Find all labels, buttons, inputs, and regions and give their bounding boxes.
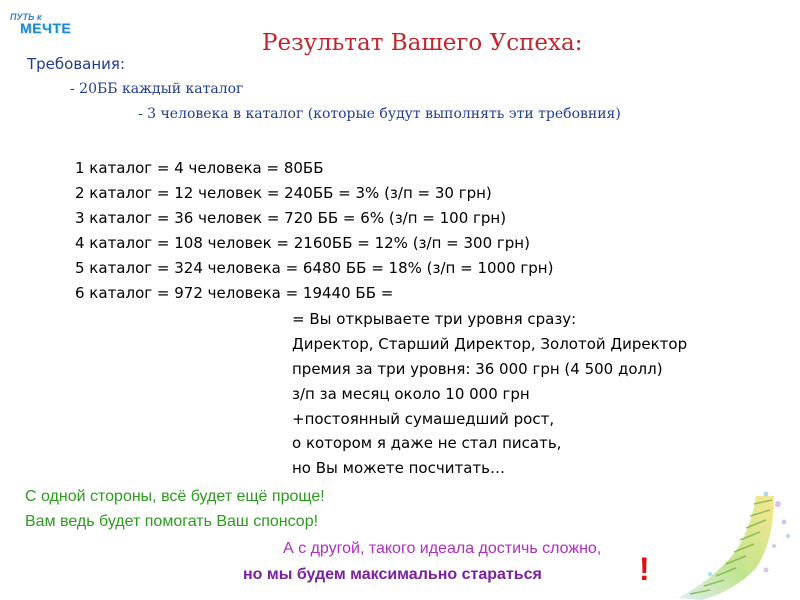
logo-line-1: ПУТЬ к: [10, 12, 42, 22]
result-line-5: +постоянный сумашедший рост,: [292, 410, 555, 428]
footer-purple-line-2: но мы будем максимально стараться: [243, 566, 542, 583]
requirement-item-1: - 20ББ каждый каталог: [70, 81, 244, 97]
result-line-2: Директор, Старший Директор, Золотой Директор: [292, 335, 688, 353]
result-line-1: = Вы открываете три уровня сразу:: [292, 310, 577, 328]
logo-line-2: МЕЧТЕ: [20, 20, 72, 36]
result-line-7: но Вы можете посчитать…: [292, 459, 505, 477]
calc-line-5: 5 каталог = 324 человека = 6480 ББ = 18% (з/п = 1000 грн): [75, 259, 554, 277]
calc-line-2: 2 каталог = 12 человек = 240ББ = 3% (з/п = 30 грн): [75, 184, 492, 202]
page-title: Результат Вашего Успеха:: [262, 30, 583, 56]
requirement-item-2: - 3 человека в каталог (которые будут выполнять эти требовния): [138, 106, 621, 122]
result-line-6: о котором я даже не стал писать,: [292, 434, 562, 452]
result-line-3: премия за три уровня: 36 000 грн (4 500 долл): [292, 360, 663, 378]
footer-green-line-2: Вам ведь будет помогать Ваш спонсор!: [25, 513, 319, 530]
footer-purple-line-1: А с другой, такого идеала достичь сложно,: [283, 540, 602, 557]
calc-line-6: 6 каталог = 972 человека = 19440 ББ =: [75, 284, 394, 302]
staircase-decoration-icon: [670, 486, 800, 600]
logo: [6, 6, 86, 46]
calc-line-1: 1 каталог = 4 человека = 80ББ: [75, 159, 324, 177]
calc-line-4: 4 каталог = 108 человек = 2160ББ = 12% (з/п = 300 грн): [75, 234, 530, 252]
calc-line-3: 3 каталог = 36 человек = 720 ББ = 6% (з/п = 100 грн): [75, 209, 507, 227]
footer-green-line-1: С одной стороны, всё будет ещё проще!: [25, 488, 325, 505]
exclamation-mark: !: [639, 551, 650, 587]
requirements-label: Требования:: [27, 55, 126, 73]
result-line-4: з/п за месяц около 10 000 грн: [292, 385, 530, 403]
